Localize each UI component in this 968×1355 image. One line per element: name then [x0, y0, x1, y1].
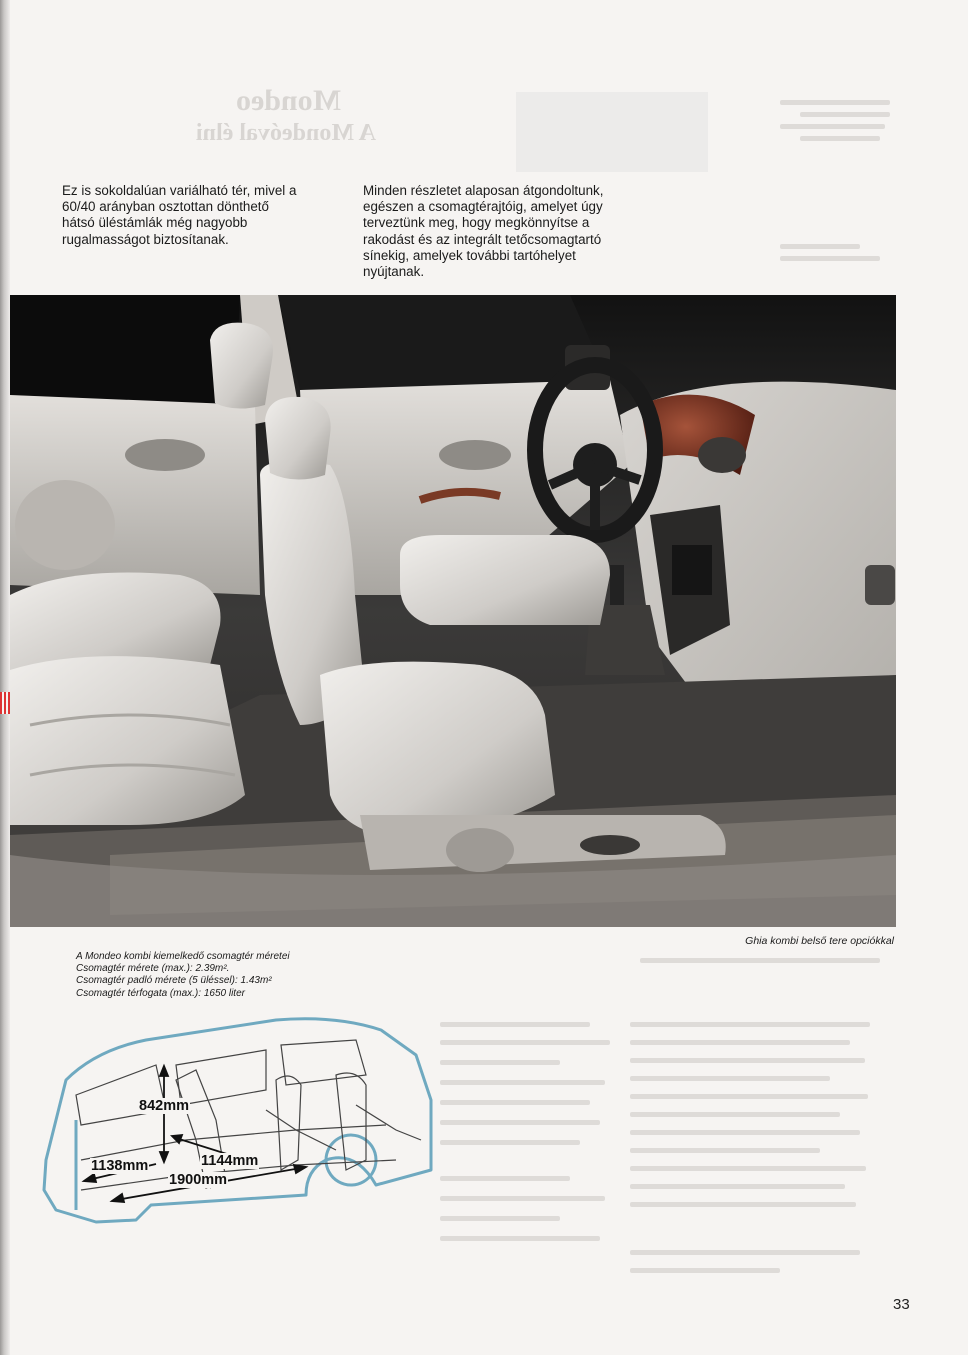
- bleed-through-line: [630, 1184, 845, 1189]
- specs-line: Csomagtér padló mérete (5 üléssel): 1.43m²: [76, 975, 272, 987]
- bleed-through-line: [630, 1202, 856, 1207]
- specs-title: A Mondeo kombi kiemelkedő csomagtér méretei: [76, 951, 290, 962]
- dimension-width-mid: 1144mm: [201, 1153, 259, 1169]
- specs-line: Csomagtér térfogata (max.): 1650 liter: [76, 987, 245, 999]
- intro-right-line: nyújtanak.: [363, 264, 425, 280]
- bleed-through-line: [630, 1058, 865, 1063]
- car-interior-photo: [10, 295, 896, 927]
- bleed-through-line: [630, 1250, 860, 1255]
- dimension-height: 842mm: [139, 1098, 189, 1114]
- bleed-through-line: [440, 1176, 570, 1181]
- bleed-through-line: [630, 1130, 860, 1135]
- bleed-through-line: [800, 136, 880, 141]
- intro-paragraph-right: [363, 183, 643, 280]
- bleed-through-line: [630, 1040, 850, 1045]
- intro-right-line: sínekig, amelyek további tartóhelyet: [363, 247, 576, 263]
- intro-right-line: terveztünk meg, hogy megkönnyítse a: [363, 215, 590, 231]
- dimension-length: 1900mm: [169, 1172, 228, 1188]
- bleed-through-line: [630, 1166, 866, 1171]
- page-binding-edge: [0, 0, 10, 1355]
- bleed-through-subtitle: A Mondeóval élni: [196, 120, 377, 146]
- print-color-marks: [0, 692, 10, 714]
- bleed-through-line: [800, 112, 890, 117]
- bleed-through-line: [630, 1094, 868, 1099]
- bleed-through-line: [640, 958, 880, 963]
- intro-left-line: Ez is sokoldalúan variálható tér, mivel a: [62, 183, 297, 198]
- bleed-through-line: [440, 1022, 590, 1027]
- bleed-through-title: Mondeo: [236, 84, 341, 117]
- bleed-through-block: [516, 92, 708, 172]
- bleed-through-line: [440, 1080, 605, 1085]
- bleed-through-line: [630, 1268, 780, 1273]
- bleed-through-line: [630, 1076, 830, 1081]
- dimension-width-left: 1138mm: [91, 1158, 149, 1174]
- cargo-dimension-diagram: [36, 1010, 436, 1260]
- bleed-through-line: [630, 1112, 840, 1117]
- car-interior-illustration: [10, 295, 896, 927]
- bleed-through-line: [440, 1040, 610, 1045]
- bleed-through-line: [630, 1148, 820, 1153]
- page-number: 33: [893, 1296, 910, 1313]
- intro-right-line: rakodást és az integrált tetőcsomagtartó: [363, 231, 602, 247]
- bleed-through-line: [440, 1120, 600, 1125]
- intro-left-line: 60/40 arányban osztottan dönthető: [62, 199, 269, 215]
- bleed-through-line: [780, 244, 860, 249]
- photo-caption: Ghia kombi belső tere opciókkal: [745, 935, 894, 947]
- car-outline-drawing: [36, 1010, 436, 1260]
- intro-right-line: egészen a csomagtérajtóig, amelyet úgy: [363, 199, 603, 215]
- intro-paragraph-left: [62, 183, 332, 248]
- bleed-through-line: [440, 1216, 560, 1221]
- bleed-through-line: [780, 124, 885, 129]
- bleed-through-line: [440, 1196, 605, 1201]
- bleed-through-line: [780, 100, 890, 105]
- bleed-through-line: [440, 1140, 580, 1145]
- bleed-through-line: [440, 1236, 600, 1241]
- intro-left-line: rugalmasságot biztosítanak.: [62, 231, 229, 247]
- cargo-specs: [76, 951, 290, 1000]
- bleed-through-line: [630, 1022, 870, 1027]
- bleed-through-line: [780, 256, 880, 261]
- intro-right-line: Minden részletet alaposan átgondoltunk,: [363, 183, 604, 198]
- bleed-through-line: [440, 1060, 560, 1065]
- intro-left-line: hátsó üléstámlák még nagyobb: [62, 215, 248, 231]
- bleed-through-line: [440, 1100, 590, 1105]
- specs-line: Csomagtér mérete (max.): 2.39m².: [76, 963, 230, 975]
